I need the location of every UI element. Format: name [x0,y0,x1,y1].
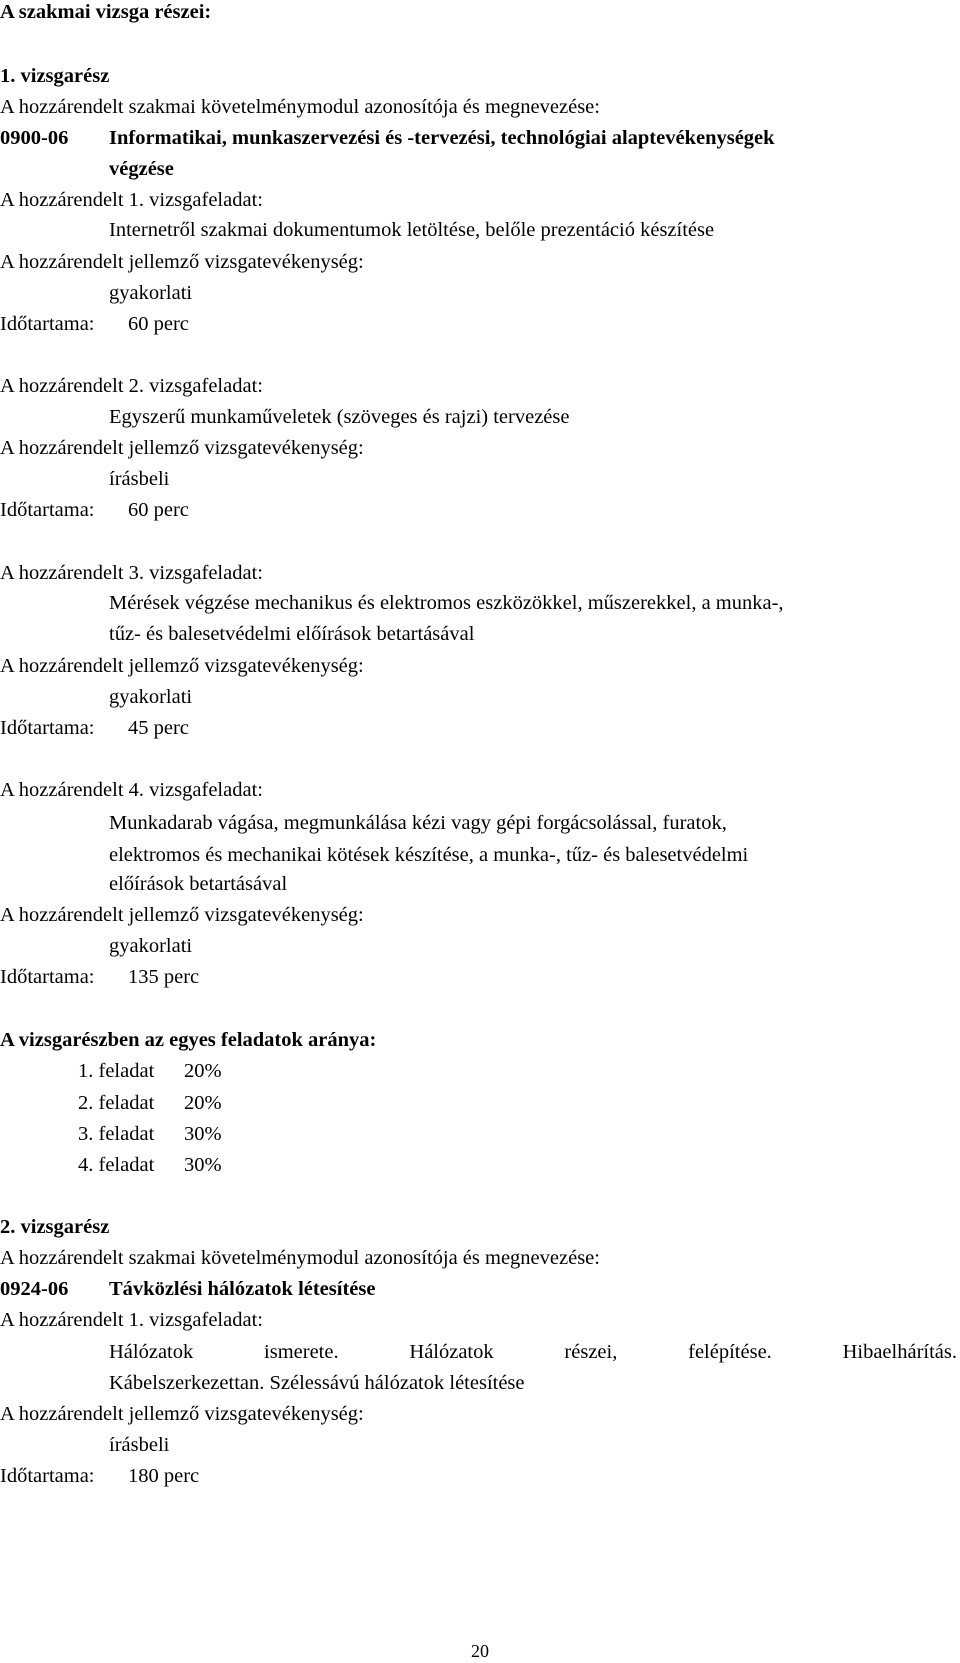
task2-duration [0,500,189,521]
ratio-value: 30% [184,1154,222,1176]
part2-duration [0,1466,199,1487]
part1-module-label: A hozzárendelt szakmai követelménymodul azonosítója és megnevezése: [0,96,600,118]
description-word: felépítése. [688,1341,772,1363]
ratio-value: 30% [184,1123,222,1145]
task4-activity: gyakorlati [109,935,193,957]
duration-value: 60 perc [128,313,189,335]
ratio-row [78,1155,222,1176]
task4-activity-label: A hozzárendelt jellemző vizsgatevékenység: [0,904,364,926]
part1-title: 1. vizsgarész [0,65,110,87]
description-word: ismerete. [264,1341,339,1363]
ratio-value: 20% [184,1060,222,1082]
part2-module-label: A hozzárendelt szakmai követelménymodul azonosítója és megnevezése: [0,1247,600,1269]
ratio-title: A vizsgarészben az egyes feladatok aránya: [0,1029,377,1051]
task1-heading: A hozzárendelt 1. vizsgafeladat: [0,189,263,211]
part2-module-name: Távközlési hálózatok létesítése [109,1278,376,1300]
task4-description-2: elektromos és mechanikai kötések készítése, a munka-, tűz- és balesetvédelmi [109,844,749,866]
task4-duration [0,967,199,988]
ratio-label: 1. feladat [78,1060,155,1082]
part1-module-line [0,128,775,149]
task1-description: Internetről szakmai dokumentumok letöltése, belőle prezentáció készítése [109,219,715,241]
ratio-row [78,1061,222,1082]
task2-heading: A hozzárendelt 2. vizsgafeladat: [0,375,263,397]
part1-module-name-cont: végzése [109,158,174,180]
duration-value: 60 perc [128,499,189,521]
duration-label: Időtartama: [0,717,95,739]
task3-heading: A hozzárendelt 3. vizsgafeladat: [0,562,263,584]
part2-activity-label: A hozzárendelt jellemző vizsgatevékenység: [0,1403,364,1425]
part2-title: 2. vizsgarész [0,1216,110,1238]
part2-activity: írásbeli [109,1434,170,1456]
section-heading: A szakmai vizsga részei: [0,1,212,23]
task4-description-1: Munkadarab vágása, megmunkálása kézi vagy gépi forgácsolással, furatok, [109,812,727,834]
duration-value: 180 perc [128,1465,200,1487]
ratio-label: 2. feladat [78,1092,155,1114]
part2-task-heading: A hozzárendelt 1. vizsgafeladat: [0,1309,263,1331]
description-word: részei, [564,1341,618,1363]
part2-module-line [0,1279,375,1300]
task3-description-2: tűz- és balesetvédelmi előírások betartásával [109,623,475,645]
duration-label: Időtartama: [0,1465,95,1487]
part1-module-code: 0900-06 [0,127,69,149]
task3-activity: gyakorlati [109,686,193,708]
task2-activity-label: A hozzárendelt jellemző vizsgatevékenység: [0,437,364,459]
part2-task-description-2: Kábelszerkezettan. Szélessávú hálózatok létesítése [109,1372,525,1394]
task3-duration [0,718,189,739]
task2-activity: írásbeli [109,468,170,490]
duration-label: Időtartama: [0,966,95,988]
duration-value: 45 perc [128,717,189,739]
description-word: Hálózatok [409,1341,494,1363]
part2-task-description-1 [109,1342,957,1363]
task1-activity-label: A hozzárendelt jellemző vizsgatevékenység: [0,251,364,273]
task1-activity: gyakorlati [109,282,193,304]
ratio-label: 3. feladat [78,1123,155,1145]
task3-description-1: Mérések végzése mechanikus és elektromos eszközökkel, műszerekkel, a munka-, [109,592,784,614]
duration-label: Időtartama: [0,499,95,521]
task4-description-3: előírások betartásával [109,873,288,895]
ratio-row [78,1093,222,1114]
page-number: 20 [471,1641,489,1661]
task3-activity-label: A hozzárendelt jellemző vizsgatevékenység: [0,655,364,677]
duration-value: 135 perc [128,966,200,988]
duration-label: Időtartama: [0,313,95,335]
task2-description: Egyszerű munkaműveletek (szöveges és rajzi) tervezése [109,406,570,428]
ratio-row [78,1124,222,1145]
ratio-value: 20% [184,1092,222,1114]
description-word: Hibaelhárítás. [842,1341,957,1363]
part1-module-name: Informatikai, munkaszervezési és -tervezési, technológiai alaptevékenységek [109,127,775,149]
part2-module-code: 0924-06 [0,1278,69,1300]
ratio-label: 4. feladat [78,1154,155,1176]
description-word: Hálózatok [109,1341,194,1363]
task1-duration [0,314,189,335]
task4-heading: A hozzárendelt 4. vizsgafeladat: [0,779,263,801]
